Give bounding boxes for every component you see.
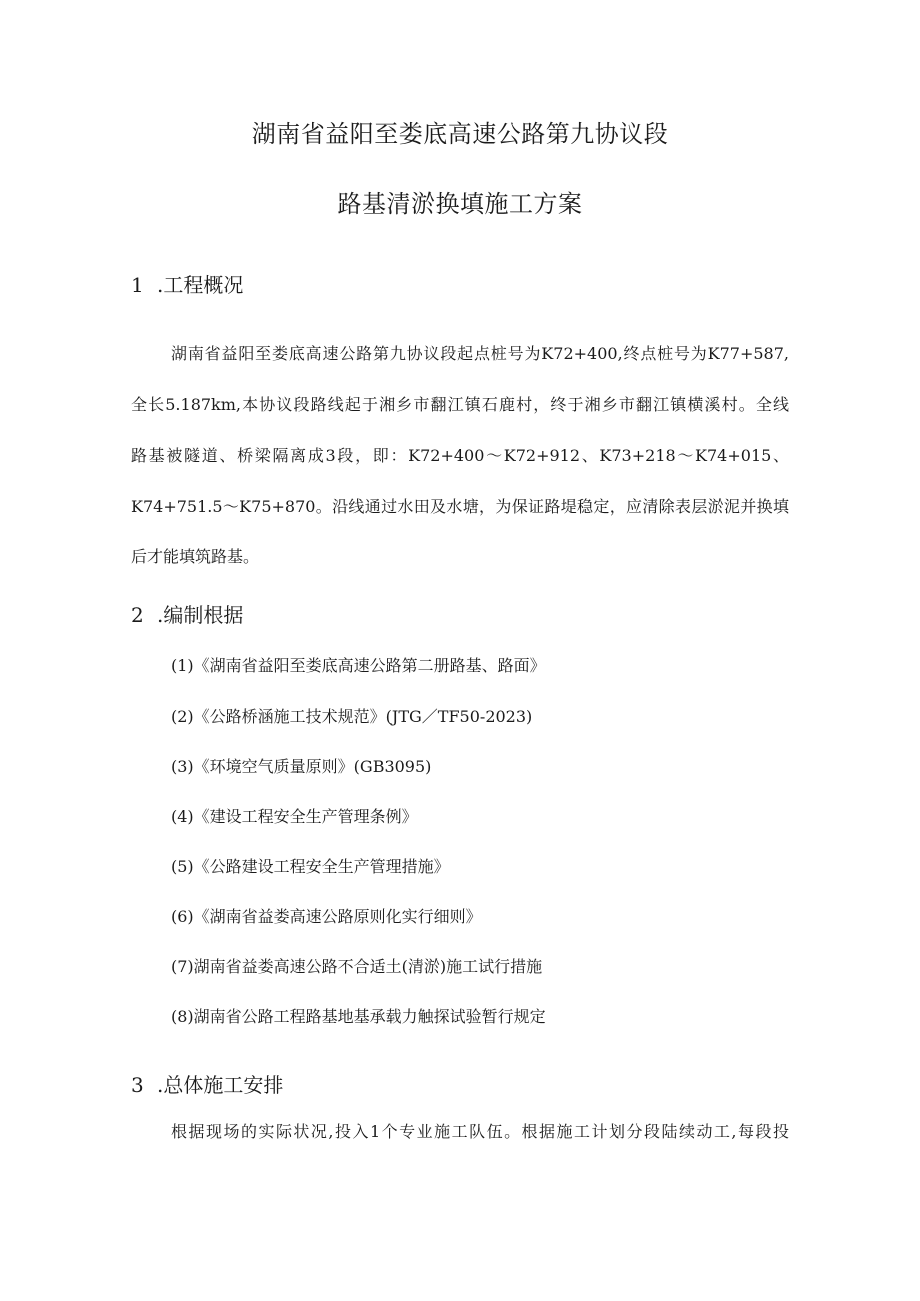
reference-item: (1)《湖南省益阳至娄底高速公路第二册路基、路面》 xyxy=(171,656,546,675)
reference-item: (6)《湖南省益娄高速公路原则化实行细则》 xyxy=(171,907,482,926)
reference-item: (5)《公路建设工程安全生产管理措施》 xyxy=(171,857,450,876)
section-3-heading xyxy=(131,1069,283,1098)
section-2-number: 2 xyxy=(131,603,144,627)
section-2-heading xyxy=(131,599,243,628)
section-1-paragraph-line: 全长5.187km,本协议段路线起于湘乡市翻江镇石鹿村，终于湘乡市翻江镇横溪村。全线 xyxy=(131,395,789,414)
reference-item: (2)《公路桥涵施工技术规范》(JTG／TF50-2023) xyxy=(171,707,533,726)
section-1-paragraph-line: 后才能填筑路基。 xyxy=(131,547,260,566)
section-1-paragraph-line: K74+751.5～K75+870。沿线通过水田及水塘，为保证路堤稳定，应清除表层淤泥并换填 xyxy=(131,497,789,516)
section-1-paragraph-line: 湖南省益阳至娄底高速公路第九协议段起点桩号为K72+400,终点桩号为K77+587, xyxy=(171,344,789,363)
reference-item: (7)湖南省益娄高速公路不合适土(清淤)施工试行措施 xyxy=(171,957,543,976)
reference-item: (4)《建设工程安全生产管理条例》 xyxy=(171,807,418,826)
document-title-line2: 路基清淤换填施工方案 xyxy=(337,190,583,218)
section-3-number: 3 xyxy=(131,1073,144,1097)
section-3-paragraph-line: 根据现场的实际状况,投入1个专业施工队伍。根据施工计划分段陆续动工,每段投 xyxy=(171,1122,789,1141)
section-1-title: .工程概况 xyxy=(157,273,244,297)
section-1-paragraph-line: 路基被隧道、桥梁隔离成3段，即：K72+400～K72+912、K73+218～K74+015、 xyxy=(131,446,789,465)
section-2-title: .编制根据 xyxy=(157,603,244,627)
reference-item: (3)《环境空气质量原则》(GB3095) xyxy=(171,757,432,776)
section-1-number: 1 xyxy=(131,273,144,297)
section-3-title: .总体施工安排 xyxy=(157,1073,284,1097)
reference-item: (8)湖南省公路工程路基地基承载力触探试验暂行规定 xyxy=(171,1007,546,1026)
document-title-line1: 湖南省益阳至娄底高速公路第九协议段 xyxy=(251,120,669,148)
section-1-heading xyxy=(131,269,243,298)
